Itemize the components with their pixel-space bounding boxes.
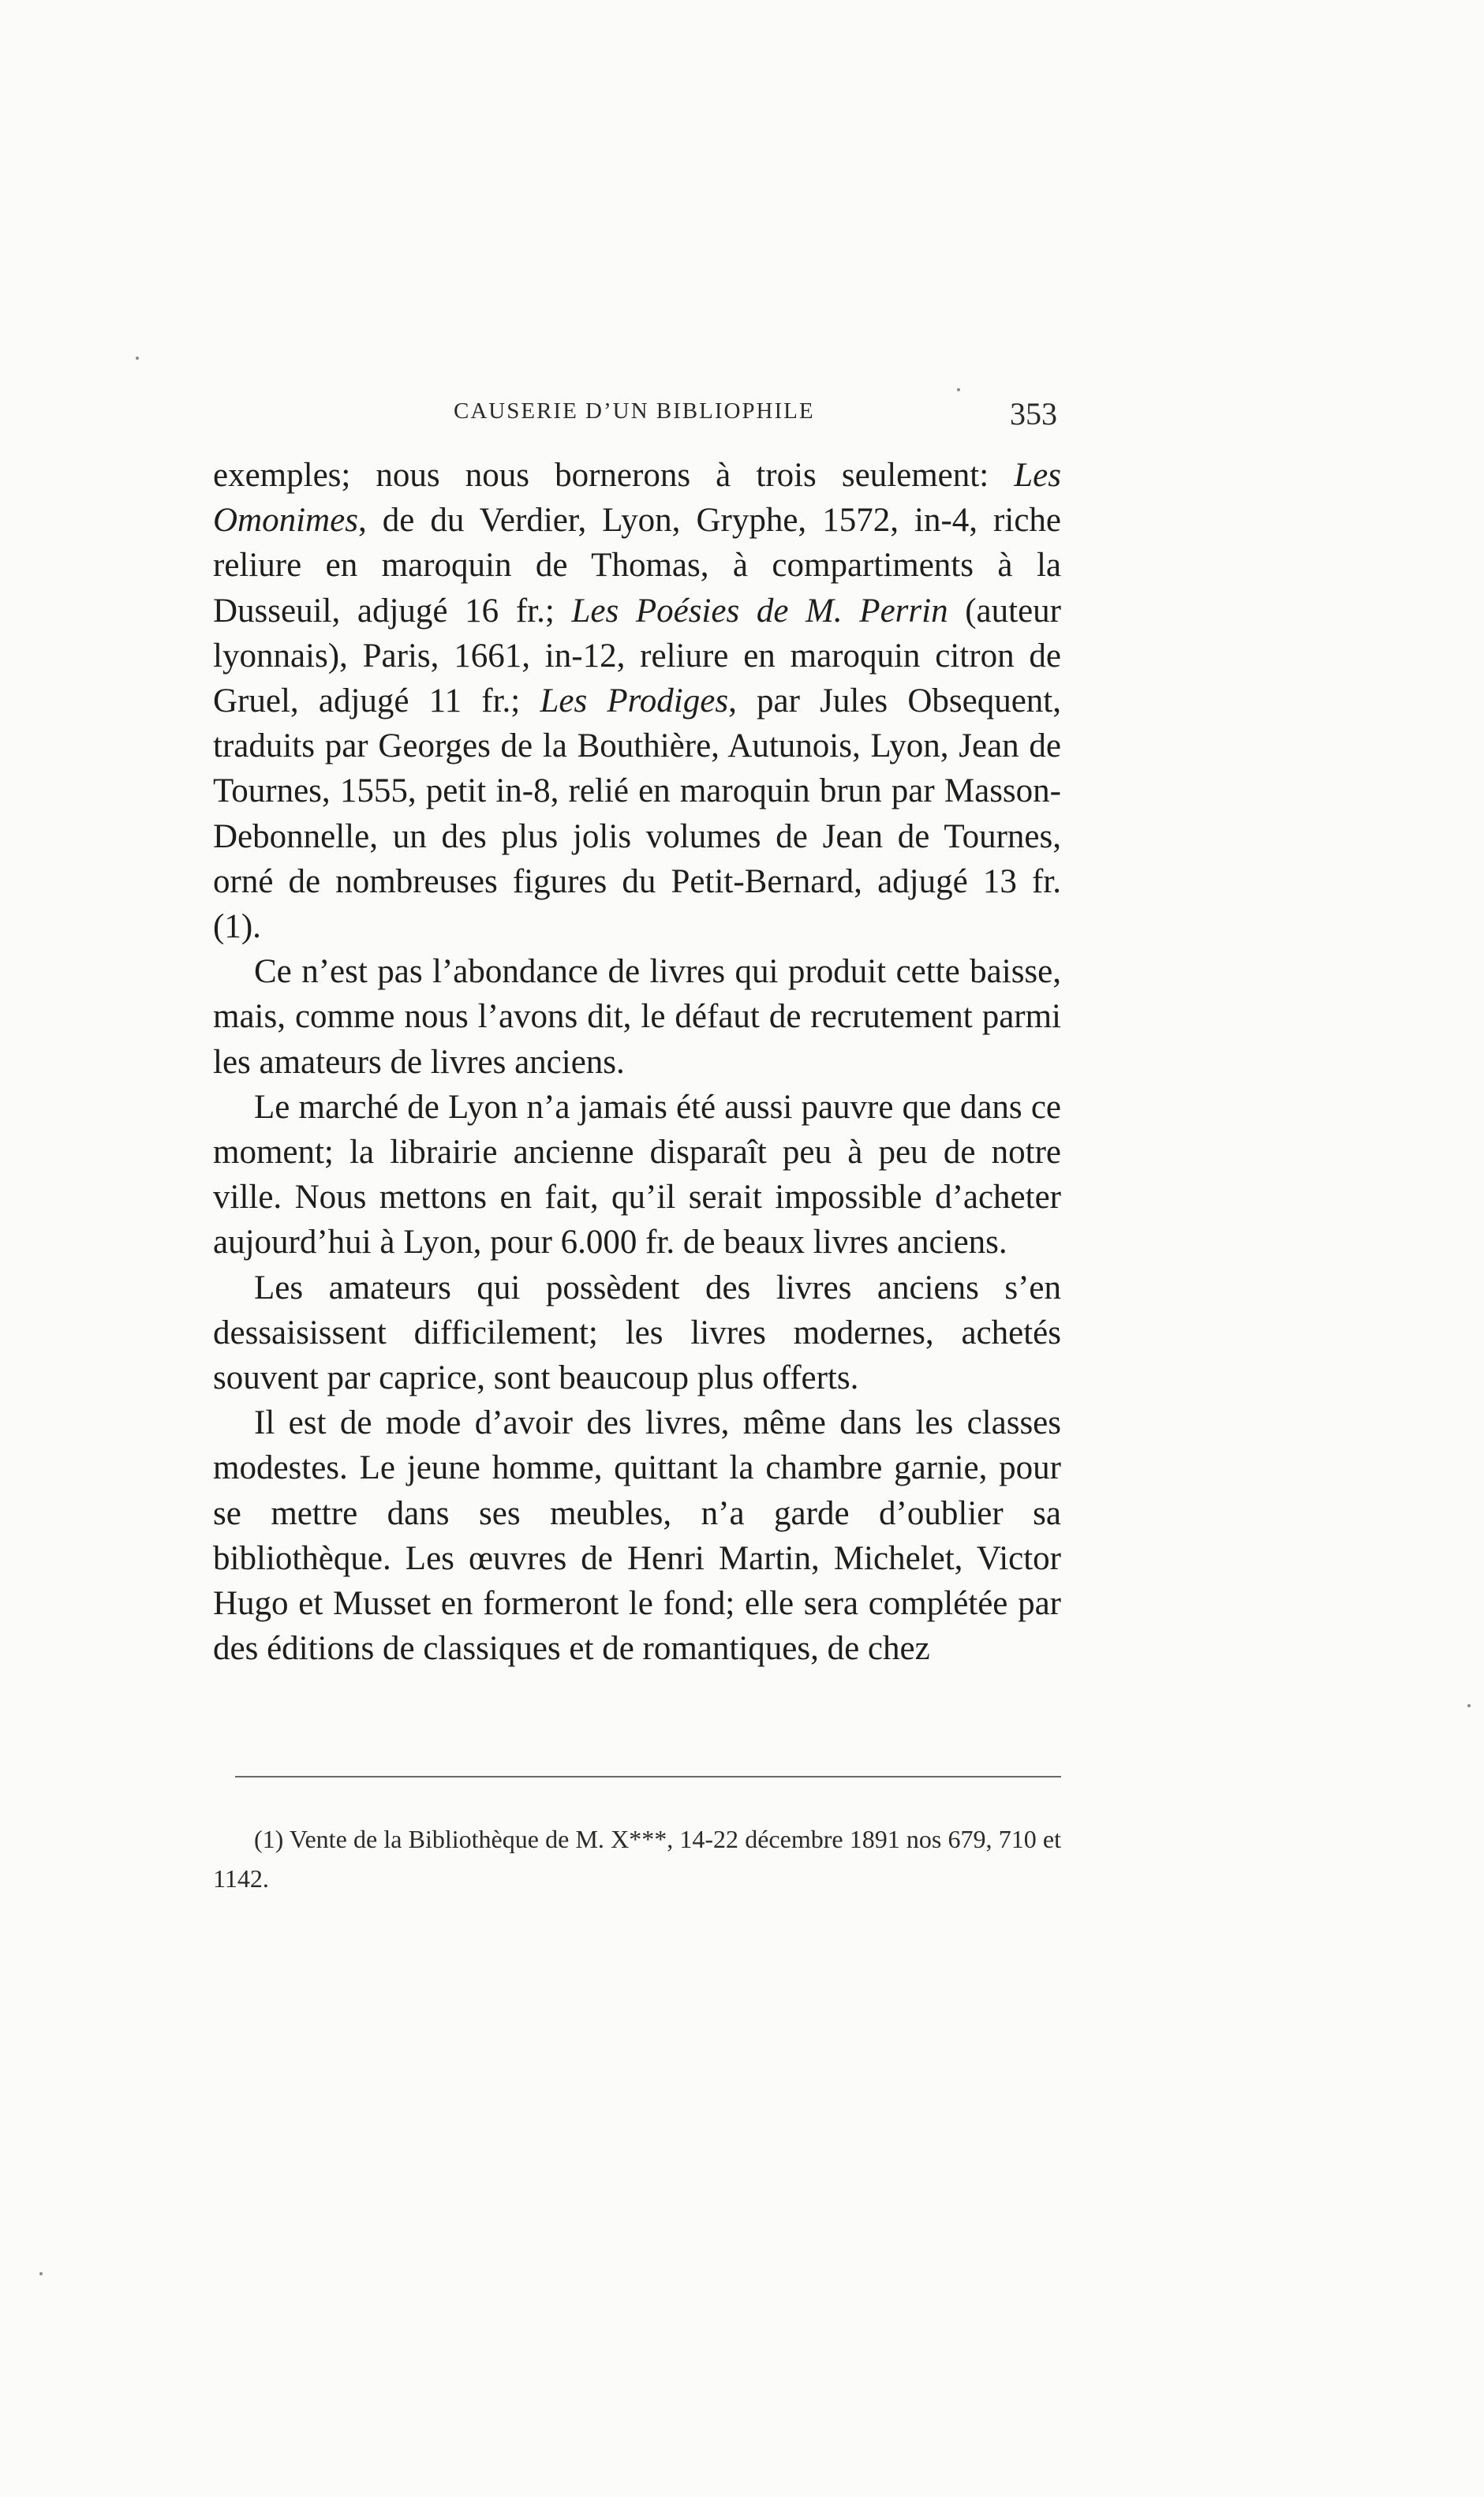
text-segment: Le marché de Lyon n’a jamais été aussi pauvre que dans ce moment; la librairie ancienne disparaît peu à peu de notre ville. Nous mettons en fait, qu’il serait impossible d’acheter aujourd’hui à Lyon, pour 6.000 fr. de beaux livres anciens. (213, 1088, 1061, 1262)
text-segment: Les amateurs qui possèdent des livres anciens s’en dessaisissent difficilement; les livres modernes, achetés souvent par caprice, sont beaucoup plus offerts. (213, 1269, 1061, 1397)
text-segment: exemples; nous nous bornerons à trois seulement: (213, 457, 1015, 494)
running-title: CAUSERIE D’UN BIBLIOPHILE (454, 398, 815, 424)
paragraph (213, 453, 1061, 949)
paper-speck (1467, 1704, 1471, 1707)
book-title-prodiges: Les Prodiges (540, 682, 729, 720)
paper-speck (957, 388, 960, 391)
paragraph (213, 1400, 1061, 1671)
text-segment: Il est de mode d’avoir des livres, même dans les classes modestes. Le jeune homme, quittant la chambre garnie, pour se mettre dans ses meubles, n’a garde d’oublier sa bibliothèque. Les œuvres de Henri Martin, Michelet, Victor Hugo et Musset en formeront le fond; elle sera complétée par des éditions de classiques et de romantiques, de chez (213, 1404, 1061, 1668)
text-segment: Ce n’est pas l’abondance de livres qui produit cette baisse, mais, comme nous l’avons dit, le défaut de recrutement parmi les amateurs de livres anciens. (213, 953, 1061, 1081)
footnote-rule (235, 1776, 1061, 1777)
running-head (213, 398, 1073, 438)
paragraph (213, 1085, 1061, 1265)
paper-speck (39, 2272, 43, 2275)
paragraph (213, 949, 1061, 1085)
book-title-poesies: Les Poésies de M. Perrin (571, 592, 948, 630)
page-number: 353 (1010, 396, 1057, 432)
body-text (213, 453, 1061, 1671)
text-segment: , de du Verdier, Lyon, Gryphe, 1572, in-4, riche reliure en maroquin de Thomas, à compartiments à la Dusseuil, adjugé 16 fr.; (213, 502, 1061, 630)
footnote: (1) Vente de la Bibliothèque de M. X***, 14-22 décembre 1891 nos 679, 710 et 1142. (213, 1825, 1061, 1893)
paper-speck (136, 357, 139, 360)
paragraph (213, 1265, 1061, 1401)
text-segment: , par Jules Obsequent, traduits par Georges de la Bouthière, Autunois, Lyon, Jean de Tournes, 1555, petit in-8, relié en maroquin brun par Masson-Debonnelle, un des plus jolis volumes de Jean de Tournes, orné de nombreuses figures du Petit-Bernard, adjugé 13 fr. (1). (213, 682, 1062, 946)
book-title-omonimes: Les Omonimes (213, 457, 1061, 540)
text-segment: (auteur lyonnais), Paris, 1661, in-12, reliure en maroquin citron de Gruel, adjugé 11 fr.; (213, 592, 1061, 720)
